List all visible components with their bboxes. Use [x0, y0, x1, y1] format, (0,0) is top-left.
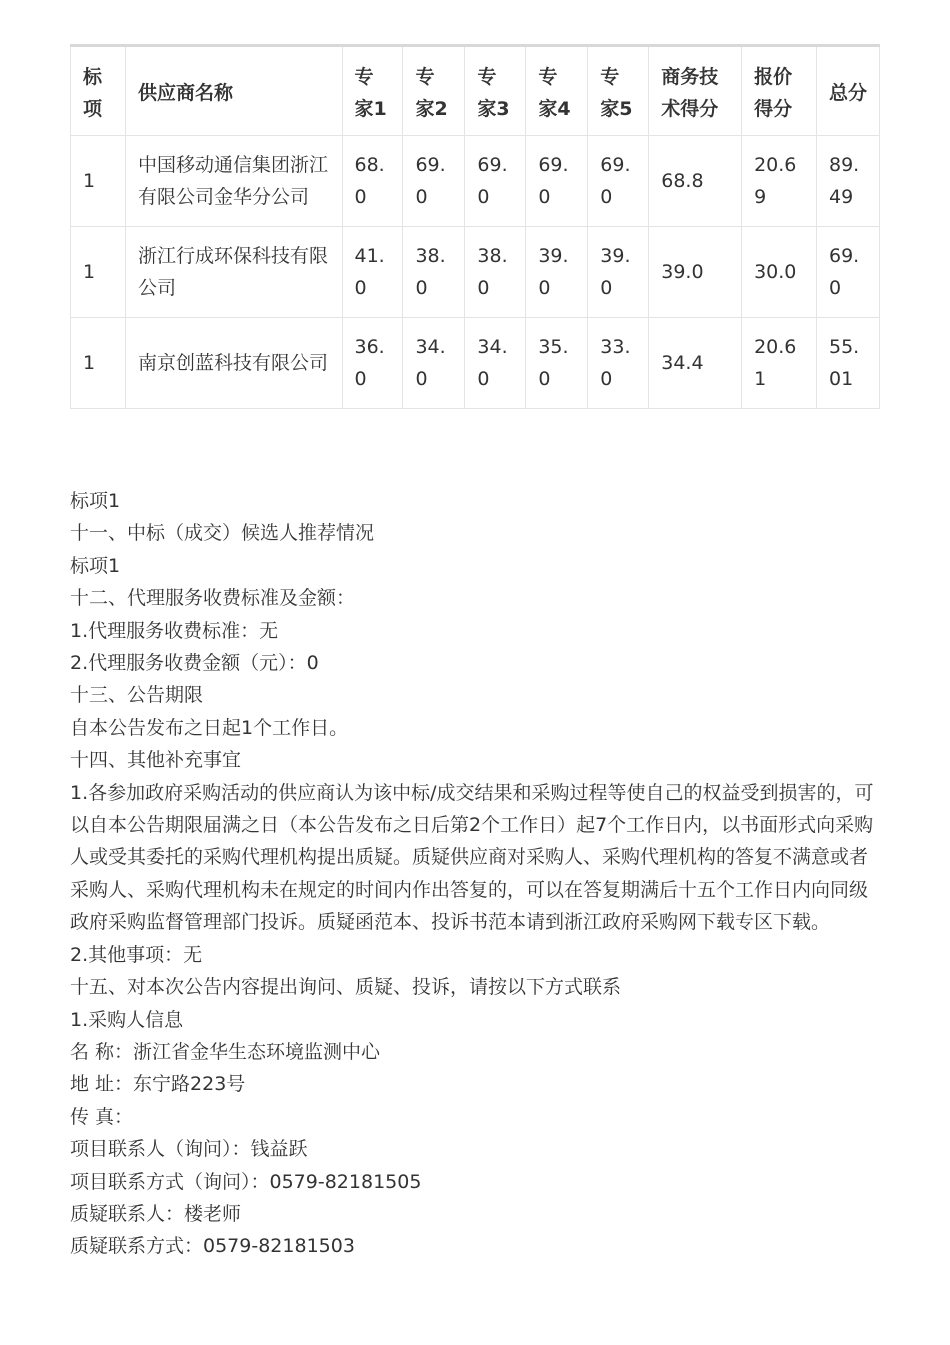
- purchaser-name: 名 称：浙江省金华生态环境监测中心: [70, 1040, 381, 1063]
- cell-expert-3: 34.0: [465, 318, 526, 409]
- cell-total-score: 55.01: [817, 318, 880, 409]
- cell-expert-5: 39.0: [588, 227, 649, 318]
- purchaser-address: 地 址：东宁路223号: [70, 1073, 246, 1096]
- cell-price-score: 30.0: [742, 227, 817, 318]
- cell-tech-score: 39.0: [649, 227, 742, 318]
- section-12-heading: 十二、代理服务收费标准及金额：: [70, 587, 356, 610]
- cell-expert-1: 36.0: [342, 318, 403, 409]
- table-row: [71, 227, 880, 318]
- table-row: [71, 318, 880, 409]
- cell-tech-score: 34.4: [649, 318, 742, 409]
- header-price-score: 报价得分: [742, 46, 817, 136]
- header-expert-5: 专家5: [588, 46, 649, 136]
- challenge-contact-person: 质疑联系人：楼老师: [70, 1202, 242, 1225]
- cell-expert-4: 69.0: [526, 136, 588, 227]
- section-13-heading: 十三、公告期限: [70, 684, 204, 707]
- purchaser-fax: 传 真：: [70, 1105, 134, 1128]
- header-tech-score: 商务技术得分: [649, 46, 742, 136]
- cell-expert-5: 69.0: [588, 136, 649, 227]
- other-matters: 2.其他事项：无: [70, 943, 203, 966]
- cell-expert-2: 69.0: [403, 136, 465, 227]
- cell-expert-3: 38.0: [465, 227, 526, 318]
- cell-expert-4: 39.0: [526, 227, 588, 318]
- header-supplier-name: 供应商名称: [125, 46, 342, 136]
- score-table: [70, 44, 880, 409]
- bid-item-label: 标项1: [70, 554, 121, 577]
- cell-supplier-name: 南京创蓝科技有限公司: [125, 318, 342, 409]
- inquiry-contact-phone: 项目联系方式（询问）：0579-82181505: [70, 1170, 422, 1193]
- agency-fee-amount: 2.代理服务收费金额（元）：0: [70, 652, 319, 675]
- cell-price-score: 20.69: [742, 136, 817, 227]
- purchaser-info-heading: 1.采购人信息: [70, 1008, 184, 1031]
- cell-bid-item: 1: [71, 318, 126, 409]
- cell-expert-3: 69.0: [465, 136, 526, 227]
- announcement-body: [70, 485, 882, 1263]
- cell-expert-4: 35.0: [526, 318, 588, 409]
- cell-price-score: 20.61: [742, 318, 817, 409]
- cell-expert-1: 41.0: [342, 227, 403, 318]
- header-expert-2: 专家2: [403, 46, 465, 136]
- cell-bid-item: 1: [71, 136, 126, 227]
- inquiry-contact-person: 项目联系人（询问）：钱益跃: [70, 1138, 308, 1161]
- header-expert-1: 专家1: [342, 46, 403, 136]
- section-15-heading: 十五、对本次公告内容提出询问、质疑、投诉，请按以下方式联系: [70, 976, 622, 999]
- cell-total-score: 69.0: [817, 227, 880, 318]
- cell-expert-5: 33.0: [588, 318, 649, 409]
- header-expert-4: 专家4: [526, 46, 588, 136]
- section-14-heading: 十四、其他补充事宜: [70, 749, 242, 772]
- bid-item-label: 标项1: [70, 490, 121, 512]
- agency-fee-standard: 1.代理服务收费标准：无: [70, 619, 279, 642]
- cell-bid-item: 1: [71, 227, 126, 318]
- header-expert-3: 专家3: [465, 46, 526, 136]
- cell-tech-score: 68.8: [649, 136, 742, 227]
- table-row: [71, 136, 880, 227]
- header-bid-item: 标项: [71, 46, 126, 136]
- section-11-heading: 十一、中标（成交）候选人推荐情况: [70, 522, 375, 545]
- cell-expert-1: 68.0: [342, 136, 403, 227]
- challenge-procedure-paragraph: 1.各参加政府采购活动的供应商认为该中标/成交结果和采购过程等使自己的权益受到损害的，可以自本公告期限届满之日（本公告发布之日后第2个工作日）起7个工作日内，以书面形式向采购人或受其委托的采购代理机构提出质疑。质疑供应商对采购人、采购代理机构的答复不满意或者采购人、采购代理机构未在规定的时间内作出答复的，可以在答复期满后十五个工作日内向同级政府采购监督管理部门投诉。质疑函范本、投诉书范本请到浙江政府采购网下载专区下载。: [70, 781, 874, 934]
- cell-supplier-name: 浙江行成环保科技有限公司: [125, 227, 342, 318]
- challenge-contact-phone: 质疑联系方式：0579-82181503: [70, 1235, 355, 1258]
- notice-period-text: 自本公告发布之日起1个工作日。: [70, 716, 349, 739]
- cell-expert-2: 34.0: [403, 318, 465, 409]
- header-total-score: 总分: [817, 46, 880, 136]
- cell-supplier-name: 中国移动通信集团浙江有限公司金华分公司: [125, 136, 342, 227]
- cell-expert-2: 38.0: [403, 227, 465, 318]
- cell-total-score: 89.49: [817, 136, 880, 227]
- table-header-row: [71, 46, 880, 136]
